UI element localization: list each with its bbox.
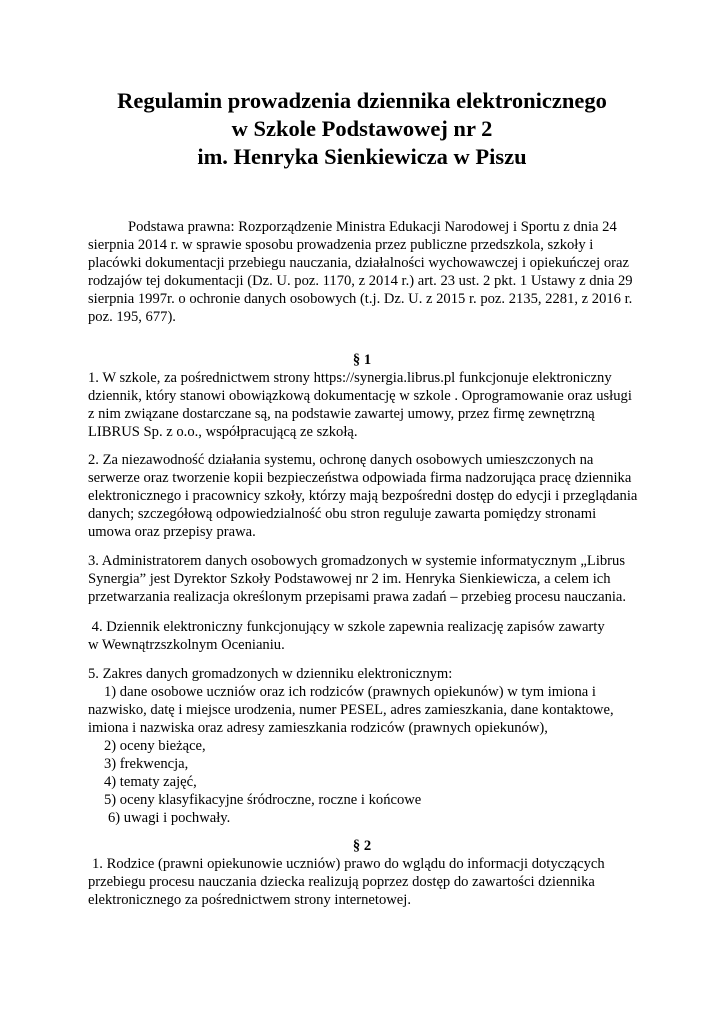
- text-line: rodzajów tej dokumentacji (Dz. U. poz. 1170, z 2014 r.) art. 23 ust. 2 pkt. 1 Ustawy z dnia 29: [88, 273, 633, 289]
- text-line: sierpnia 1997r. o ochronie danych osobowych (t.j. Dz. U. z 2015 r. poz. 2135, 2281, z 2016 r.: [88, 291, 633, 307]
- text-line: 2. Za niezawodność działania systemu, ochronę danych osobowych umieszczonych na: [88, 452, 594, 468]
- section-2-paragraph-1: [88, 855, 668, 909]
- text-line: z nim związane dostarczane są, na podstawie zawartej umowy, przez firmę zewnętrzną: [88, 406, 595, 422]
- section-heading-1: § 1: [352, 352, 372, 368]
- section-1-paragraph-5: [88, 665, 668, 827]
- text-line: danych; szczegółową odpowiedzialność obu stron reguluje zawarta pomiędzy stronami: [88, 506, 597, 522]
- list-item: 5) oceny klasyfikacyjne śródroczne, roczne i końcowe: [104, 792, 422, 808]
- text-line: nazwisko, datę i miejsce urodzenia, numer PESEL, adres zamieszkania, dane kontaktowe,: [88, 702, 614, 718]
- text-line: placówki dokumentacji przebiegu nauczania, działalności wychowawczej i opiekuńczej oraz: [88, 255, 629, 271]
- text-line: przetwarzania realizacja określonym przepisami prawa zadań – przebieg procesu nauczania.: [88, 589, 627, 605]
- section-1-paragraph-3: [88, 552, 668, 606]
- text-line: w Wewnątrzszkolnym Ocenianiu.: [88, 637, 285, 653]
- document-title: [60, 87, 664, 171]
- list-item: 4) tematy zajęć,: [104, 774, 197, 790]
- text-line: elektronicznego za pośrednictwem strony internetowej.: [88, 892, 411, 908]
- title-line-1: Regulamin prowadzenia dziennika elektronicznego: [117, 88, 607, 113]
- text-line: przebiegu procesu nauczania dziecka realizują poprzez dostęp do zawartości dziennika: [88, 874, 595, 890]
- text-line: serwerze oraz tworzenie kopii bezpieczeństwa odpowiada firma nadzorująca pracę dziennika: [88, 470, 632, 486]
- text-line: elektronicznego i pracownicy szkoły, którzy mają bezpośredni dostęp do edycji i przeglądania: [88, 488, 638, 504]
- title-line-3: im. Henryka Sienkiewicza w Piszu: [197, 144, 527, 169]
- text-line: 3. Administratorem danych osobowych gromadzonych w systemie informatycznym „Librus: [88, 553, 626, 569]
- list-item: 3) frekwencja,: [104, 756, 189, 772]
- list-item: 6) uwagi i pochwały.: [108, 810, 231, 826]
- text-line: LIBRUS Sp. z o.o., współpracującą ze szkołą.: [88, 424, 358, 440]
- text-line: poz. 195, 677).: [88, 309, 176, 325]
- text-line: 1. W szkole, za pośrednictwem strony https://synergia.librus.pl funkcjonuje elektroniczny: [88, 370, 612, 386]
- legal-basis-paragraph: [88, 218, 668, 326]
- text-line: imiona i nazwiska oraz adresy zamieszkania rodziców (prawnych opiekunów),: [88, 720, 548, 736]
- text-line: Podstawa prawna: Rozporządzenie Ministra Edukacji Narodowej i Sportu z dnia 24: [128, 219, 617, 235]
- text-line: Synergia” jest Dyrektor Szkoły Podstawowej nr 2 im. Henryka Sienkiewicza, a celem ich: [88, 571, 611, 587]
- text-line: 4. Dziennik elektroniczny funkcjonujący w szkole zapewnia realizację zapisów zawarty: [88, 619, 605, 635]
- title-line-2: w Szkole Podstawowej nr 2: [231, 116, 493, 141]
- text-line: 1. Rodzice (prawni opiekunowie uczniów) prawo do wglądu do informacji dotyczących: [92, 856, 605, 872]
- section-heading-2: § 2: [352, 838, 372, 854]
- section-1-paragraph-4: [88, 618, 668, 654]
- section-1-paragraph-1: [88, 369, 668, 441]
- text-line: umowa oraz przepisy prawa.: [88, 524, 256, 540]
- section-1-paragraph-2: [88, 451, 668, 541]
- list-item: 1) dane osobowe uczniów oraz ich rodziców (prawnych opiekunów) w tym imiona i: [104, 684, 596, 700]
- text-line: dziennik, który stanowi obowiązkową dokumentację w szkole . Oprogramowanie oraz usługi: [88, 388, 632, 404]
- text-line: sierpnia 2014 r. w sprawie sposobu prowadzenia przez publiczne przedszkola, szkoły i: [88, 237, 594, 253]
- list-item: 2) oceny bieżące,: [104, 738, 206, 754]
- text-line: 5. Zakres danych gromadzonych w dzienniku elektronicznym:: [88, 666, 453, 682]
